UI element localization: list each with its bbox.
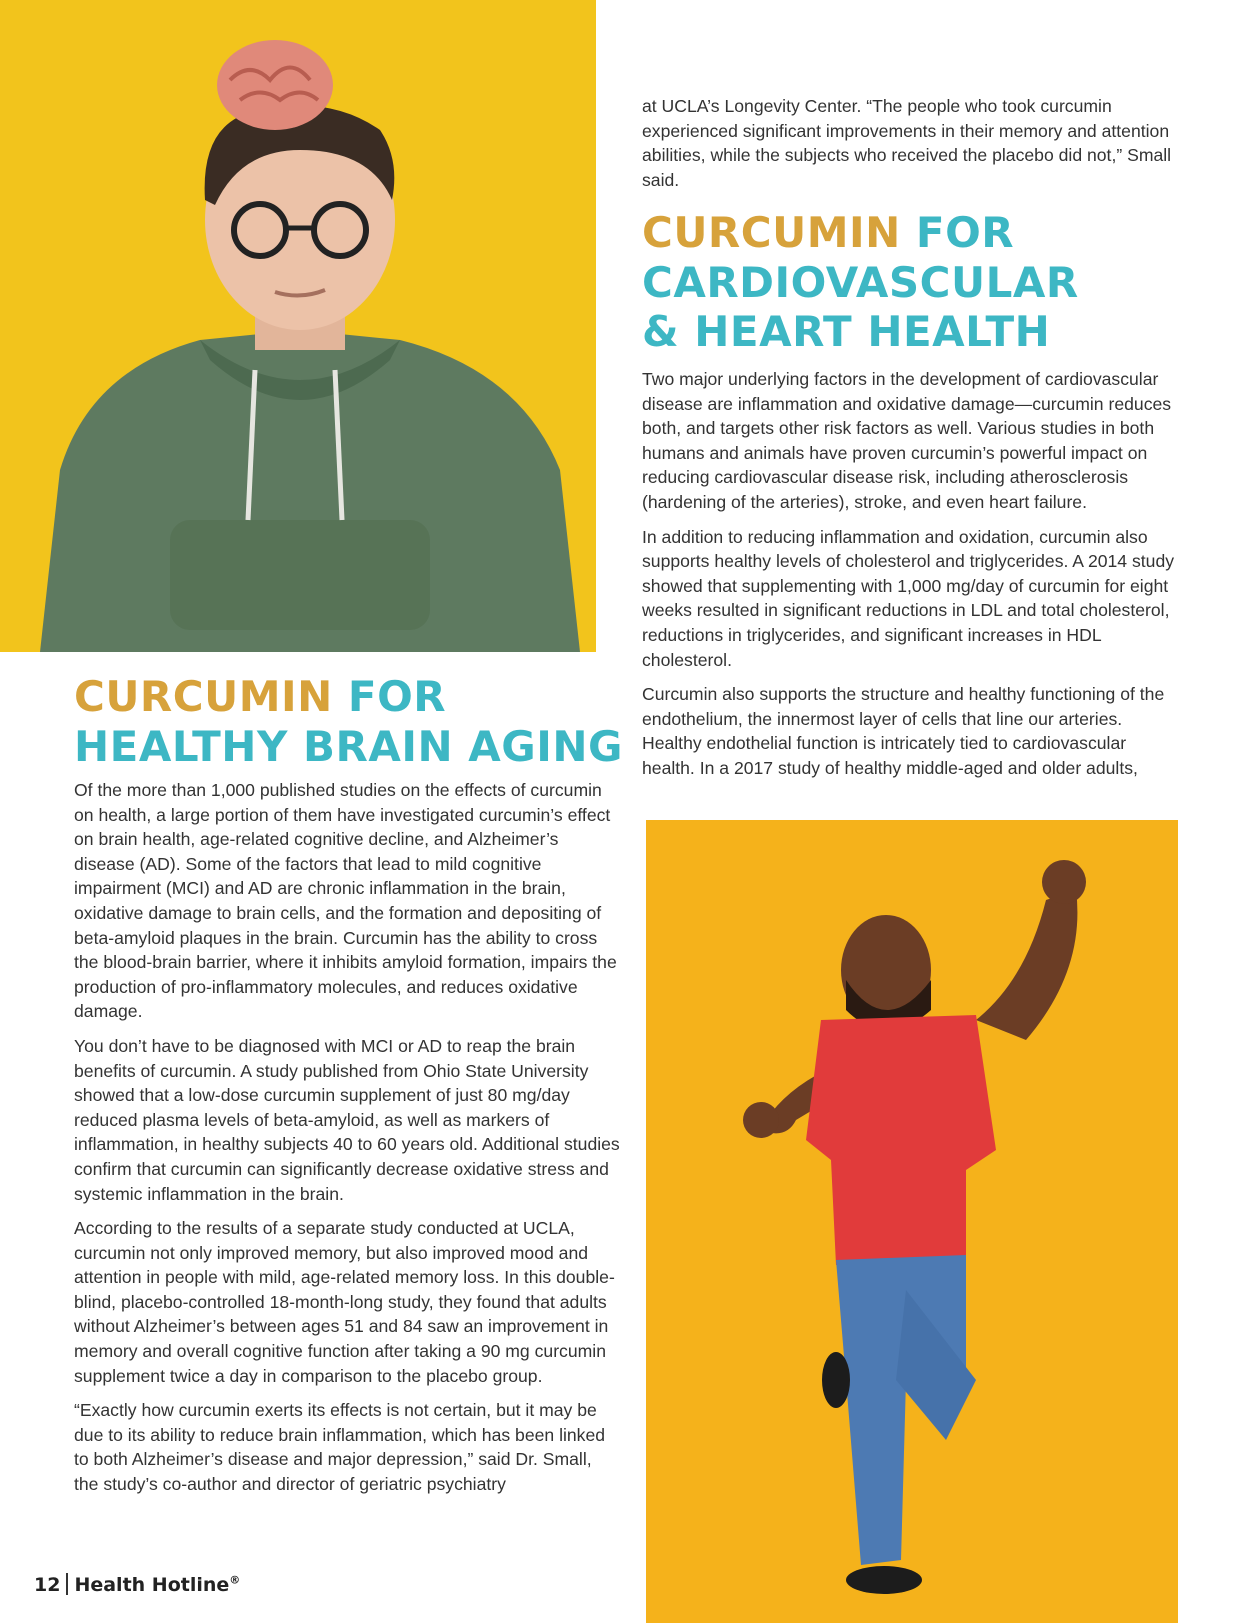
heart-section-body (642, 367, 1182, 791)
heading-word-for: FOR (347, 672, 447, 721)
brain-section-body (74, 778, 620, 1507)
heart-section-heading (642, 208, 1079, 357)
celebrating-man-photo (646, 820, 1178, 1623)
footer-divider (66, 1573, 68, 1595)
page-footer (34, 1573, 240, 1596)
man-with-brain-photo (0, 0, 596, 652)
brain-section-heading (74, 672, 623, 771)
brain-section-continuation (642, 94, 1182, 202)
celebrating-man-illustration (646, 820, 1178, 1623)
heart-paragraph-3: Curcumin also supports the structure and healthy functioning of the endothelium, the innermost layer of cells that line our arteries. Healthy endothelial function is intricately tied to cardiovascular health. In a 2017 study of healthy middle-aged and older adults, (642, 684, 1165, 778)
brain-paragraph-3: According to the results of a separate study conducted at UCLA, curcumin not only improved memory, but also improved mood and attention in people with mild, age-related memory loss. In this double-blind, placebo-controlled 18-month-long study, they found that adults without Alzheimer’s between ages 51 and 84 saw an improvement in memory and overall cognitive function after taking a 90 mg curcumin supplement twice a day in comparison to the placebo group. (74, 1218, 615, 1386)
man-with-brain-illustration (0, 0, 596, 652)
heading-line-brain-aging: HEALTHY BRAIN AGING (74, 721, 623, 771)
publication-name: Health Hotline (74, 1574, 230, 1596)
heading-word-curcumin: CURCUMIN (642, 208, 901, 257)
heart-paragraph-1: Two major underlying factors in the development of cardiovascular disease are inflammation and oxidative damage—curcumin reduces both, and targets other risk factors as well. Various studies in both humans and animals have proven curcumin’s powerful impact on reducing cardiovascular disease risk, including atherosclerosis (hardening of the arteries), stroke, and even heart failure. (642, 369, 1172, 512)
heading-word-for: FOR (915, 208, 1015, 257)
heart-paragraph-2: In addition to reducing inflammation and oxidation, curcumin also supports healthy levels of cholesterol and triglycerides. A 2014 study showed that supplementing with 1,000 mg/day of curcumin for eight weeks resulted in significant reductions in LDL and total cholesterol, reductions in triglycerides, and significant increases in HDL cholesterol. (642, 526, 1175, 670)
brain-paragraph-2: You don’t have to be diagnosed with MCI or AD to reap the brain benefits of curcumin. A study published from Ohio State University showed that a low-dose curcumin supplement of just 80 mg/day reduced plasma levels of beta-amyloid, as well as markers of inflammation, in healthy subjects 40 to 60 years old. Additional studies confirm that curcumin can significantly decrease oxidative stress and systemic inflammation in the brain. (74, 1035, 620, 1204)
brain-paragraph-1: Of the more than 1,000 published studies on the effects of curcumin on health, a large portion of them have investigated curcumin’s effect on brain health, age-related cognitive decline, and Alzheimer’s disease (AD). Some of the factors that lead to mild cognitive impairment (MCI) and AD are chronic inflammation in the brain, oxidative damage to brain cells, and the formation and depositing of beta-amyloid plaques in the brain. Curcumin has the ability to cross the blood-brain barrier, where it inhibits amyloid formation, impairs the production of pro-inflammatory molecules, and reduces oxidative damage. (74, 780, 617, 1022)
heading-word-curcumin: CURCUMIN (74, 672, 333, 721)
heading-line-cardiovascular: CARDIOVASCULAR (642, 257, 1079, 307)
heading-line-heart-health: & HEART HEALTH (642, 307, 1051, 357)
trademark-symbol: ® (229, 1573, 241, 1587)
continuation-paragraph: at UCLA’s Longevity Center. “The people who took curcumin experienced significant improvements in their memory and attention abilities, while the subjects who received the placebo did not,” Small said. (642, 96, 1172, 190)
page-number: 12 (34, 1574, 61, 1596)
brain-paragraph-4: “Exactly how curcumin exerts its effects is not certain, but it may be due to its ability to reduce brain inflammation, which has been linked to both Alzheimer’s disease and major depression,” said Dr. Small, the study’s co-author and director of geriatric psychiatry (74, 1400, 606, 1495)
